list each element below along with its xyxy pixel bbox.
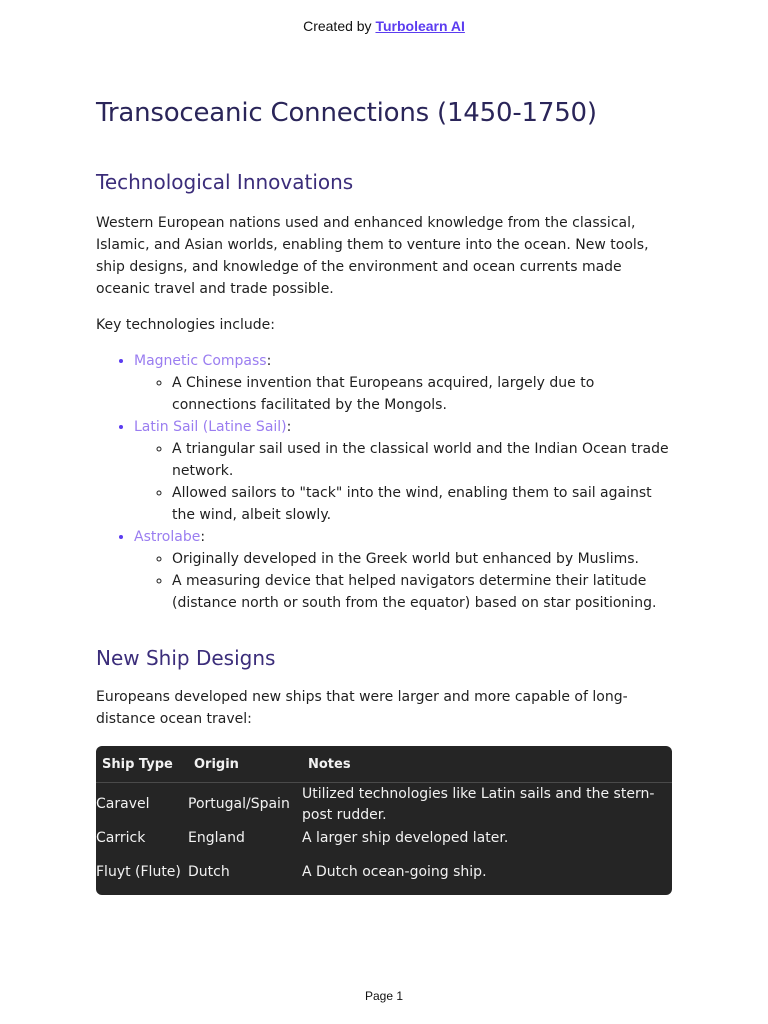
cell-ship-type: Caravel: [96, 796, 150, 813]
cell-notes: A Dutch ocean-going ship.: [302, 864, 487, 880]
table-header-row: [96, 746, 672, 783]
term-latin-sail: Latin Sail (Latine Sail): [134, 419, 287, 435]
term-colon: :: [286, 419, 292, 435]
cell-origin: Portugal/Spain: [188, 796, 290, 813]
sub-item: ◦ Originally developed in the Greek world but enhanced by Muslims.: [172, 548, 676, 570]
document-body: [96, 98, 676, 895]
ships-intro-paragraph: Europeans developed new ships that were larger and more capable of long-distance ocean travel:: [96, 689, 628, 727]
cell-notes: Utilized technologies like Latin sails and the stern-post rudder.: [302, 785, 655, 823]
tech-intro-paragraph: Western European nations used and enhanced knowledge from the classical, Islamic, and Asian worlds, enabling them to venture into the ocean. New tools, ship designs, and knowledge of the environment and ocean currents made oceanic travel and trade possible.: [96, 215, 649, 297]
sub-item: ◦ Allowed sailors to "tack" into the wind, enabling them to sail against the wind, albeit slowly.: [172, 482, 676, 526]
term-colon: :: [200, 529, 206, 545]
list-item-latin-sail: [134, 416, 676, 526]
created-by-credit: [0, 18, 768, 34]
key-tech-intro: Key technologies include:: [96, 317, 275, 333]
ship-table: [96, 746, 672, 895]
technology-list: [96, 350, 676, 614]
sub-item: ◦ A Chinese invention that Europeans acquired, largely due to connections facilitated by the Mongols.: [172, 372, 676, 416]
sub-item: ◦ A triangular sail used in the classical world and the Indian Ocean trade network.: [172, 438, 676, 482]
header-ship-type: Ship Type: [96, 746, 188, 783]
sublist-astrolabe: [134, 548, 676, 614]
page-number: Page 1: [364, 989, 404, 1003]
list-item-astrolabe: [134, 526, 676, 614]
credit-prefix: Created by: [303, 18, 376, 34]
turbolearn-link[interactable]: Turbolearn AI: [375, 18, 465, 34]
ship-table-container: [96, 746, 672, 895]
header-origin: Origin: [188, 746, 302, 783]
section-heading-tech: Technological Innovations: [96, 170, 354, 194]
table-row: [96, 783, 672, 827]
page-title: Transoceanic Connections (1450-1750): [96, 98, 597, 128]
cell-notes: A larger ship developed later.: [302, 830, 509, 846]
sub-item: ◦ A measuring device that helped navigators determine their latitude (distance north or south from the equator) based on star positioning.: [172, 570, 676, 614]
cell-origin: Dutch: [188, 864, 230, 880]
cell-origin: England: [188, 830, 245, 846]
sublist-magnetic-compass: [134, 372, 676, 416]
term-magnetic-compass: Magnetic Compass: [134, 353, 267, 369]
header-notes: Notes: [302, 746, 672, 783]
section-heading-ships: New Ship Designs: [96, 646, 276, 670]
term-astrolabe: Astrolabe: [134, 529, 201, 545]
cell-ship-type: Fluyt (Flute): [96, 864, 181, 880]
cell-ship-type: Carrick: [96, 830, 146, 846]
list-item-magnetic-compass: [134, 350, 676, 416]
table-row: [96, 851, 672, 895]
sublist-latin-sail: [134, 438, 676, 526]
term-colon: :: [266, 353, 272, 369]
table-row: [96, 827, 672, 851]
